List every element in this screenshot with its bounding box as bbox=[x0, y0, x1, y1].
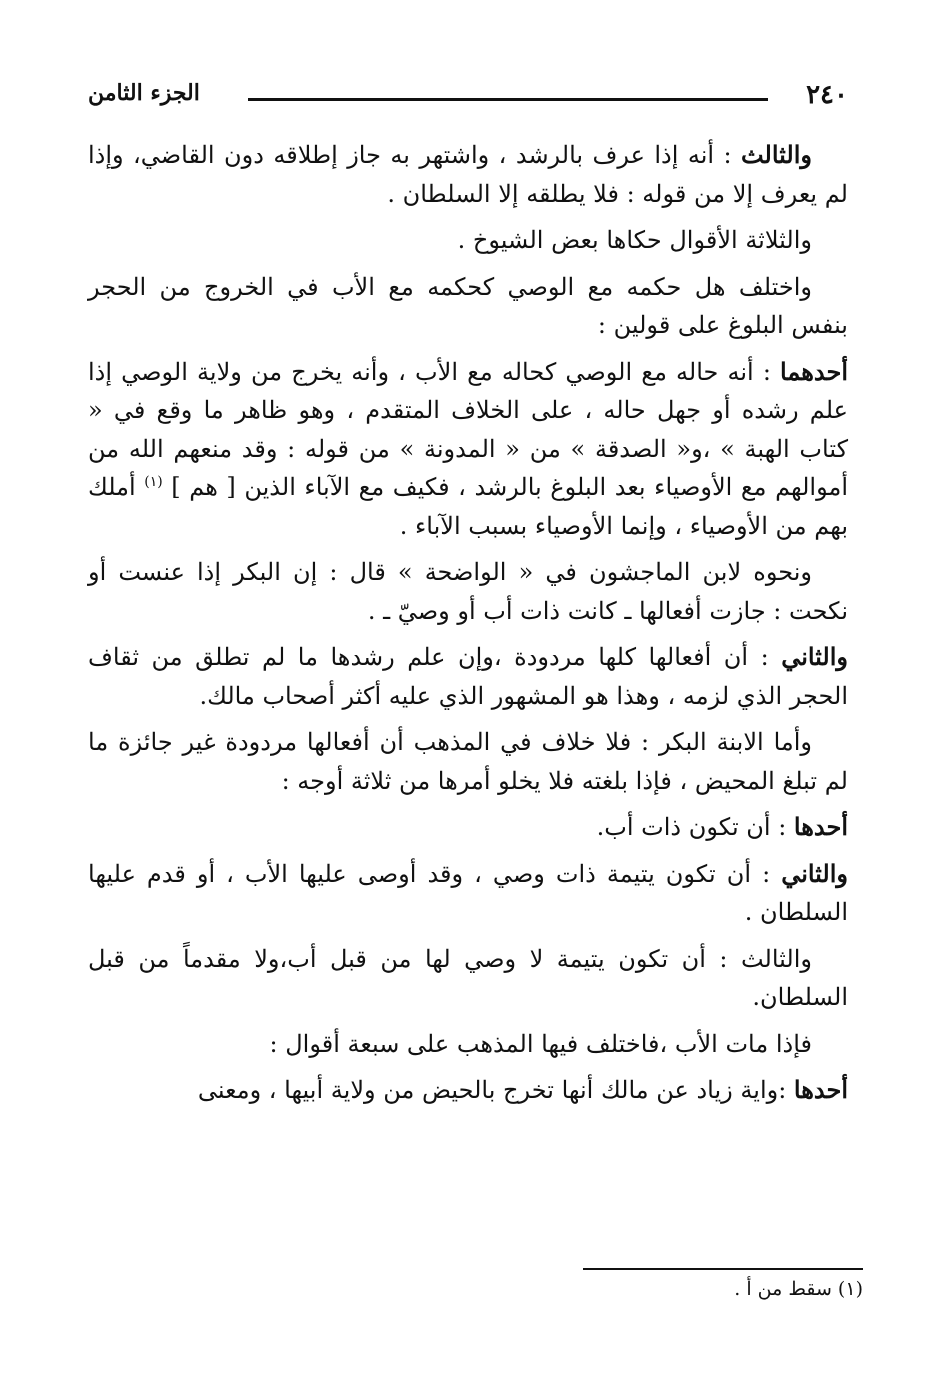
paragraph-text: فإذا مات الأب ،فاختلف فيها المذهب على سبعة أقوال : bbox=[269, 1029, 812, 1058]
header-rule bbox=[248, 98, 768, 101]
paragraph-text: : أن تكون ذات أب. bbox=[596, 813, 794, 841]
paragraph bbox=[88, 221, 848, 260]
paragraph-text: أملك بهم من الأوصياء ، وإنما الأوصياء بسبب الآباء . bbox=[88, 473, 848, 540]
paragraph bbox=[88, 553, 848, 630]
footnote-rule bbox=[583, 1268, 863, 1270]
paragraph-text: والثالث : أن تكون يتيمة لا وصي لها من قبل أب،ولا مقدماً من قبل السلطان. bbox=[88, 944, 848, 1011]
paragraph bbox=[88, 1025, 848, 1064]
paragraph-text: : أن أفعالها كلها مردودة ،وإن علم رشدها ما لم تطلق من ثقاف الحجر الذي لزمه ، وهذا هو المشهور الذي عليه أكثر أصحاب مالك. bbox=[88, 643, 848, 710]
paragraph bbox=[88, 638, 848, 715]
paragraph bbox=[88, 855, 848, 932]
paragraph bbox=[88, 353, 848, 546]
paragraph bbox=[88, 808, 848, 847]
paragraph bbox=[88, 723, 848, 800]
footnote-marker: (١) bbox=[144, 474, 163, 490]
paragraph-lead: أحدها bbox=[793, 1075, 848, 1104]
paragraph-lead: والثالث bbox=[740, 140, 812, 169]
paragraph-text: :واية زياد عن مالك أنها تخرج بالحيض من ولاية أبيها ، ومعنى bbox=[197, 1076, 794, 1104]
paragraph-text: : أن تكون يتيمة ذات وصي ، وقد أوصى عليها الأب ، أو قدم عليها السلطان . bbox=[88, 859, 848, 926]
paragraph bbox=[88, 268, 848, 345]
paragraph-text: : أنه إذا عرف بالرشد ، واشتهر به جاز إطلاقه دون القاضي، وإذا لم يعرف إلا من قوله : فلا يطلقه إلا السلطان . bbox=[88, 141, 848, 208]
paragraph bbox=[88, 940, 848, 1017]
paragraph-text: ونحوه لابن الماجشون في « الواضحة » قال : إن البكر إذا عنست أو نكحت : جازت أفعالها ـ كانت ذات أب أو وصيّ ـ . bbox=[88, 558, 848, 625]
paragraph-text: واختلف هل حكمه مع الوصي كحكمه مع الأب في الخروج من الحجر بنفس البلوغ على قولين : bbox=[88, 272, 848, 339]
page-number: ٢٤٠ bbox=[806, 80, 848, 110]
page-header bbox=[88, 80, 848, 120]
footnote: (١) سقط من أ . bbox=[734, 1278, 863, 1300]
paragraph-text: وأما الابنة البكر : فلا خلاف في المذهب أن أفعالها مردودة غير جائزة ما لم تبلغ المحيض ، فإذا بلغته فلا يخلو أمرها من ثلاثة أوجه : bbox=[88, 728, 848, 795]
paragraph-lead: والثاني bbox=[781, 858, 848, 888]
paragraph bbox=[88, 1071, 848, 1110]
paragraph-text: : أنه حاله مع الوصي كحاله مع الأب ، وأنه يخرج من ولاية الوصي إذا علم رشده أو جهل حاله ، على الخلاف المتقدم ، وهو ظاهر ما وقع في « كتاب الهبة » ،و« الصدقة » من « المدونة » من قوله : وقد منعهم الله من أموالهم مع الأوصياء بعد البلوغ بالرشد ، فكيف مع الآباء الذين [ هم ] bbox=[88, 357, 849, 501]
paragraph-text: والثلاثة الأقوال حكاها بعض الشيوخ . bbox=[457, 226, 812, 254]
paragraph-lead: والثاني bbox=[781, 642, 848, 671]
paragraph bbox=[88, 136, 848, 213]
paragraph-lead: أحدها bbox=[793, 812, 848, 841]
body-text bbox=[88, 136, 848, 1118]
paragraph-lead: أحدهما bbox=[780, 356, 848, 386]
running-title: الجزء الثامن bbox=[88, 80, 200, 106]
